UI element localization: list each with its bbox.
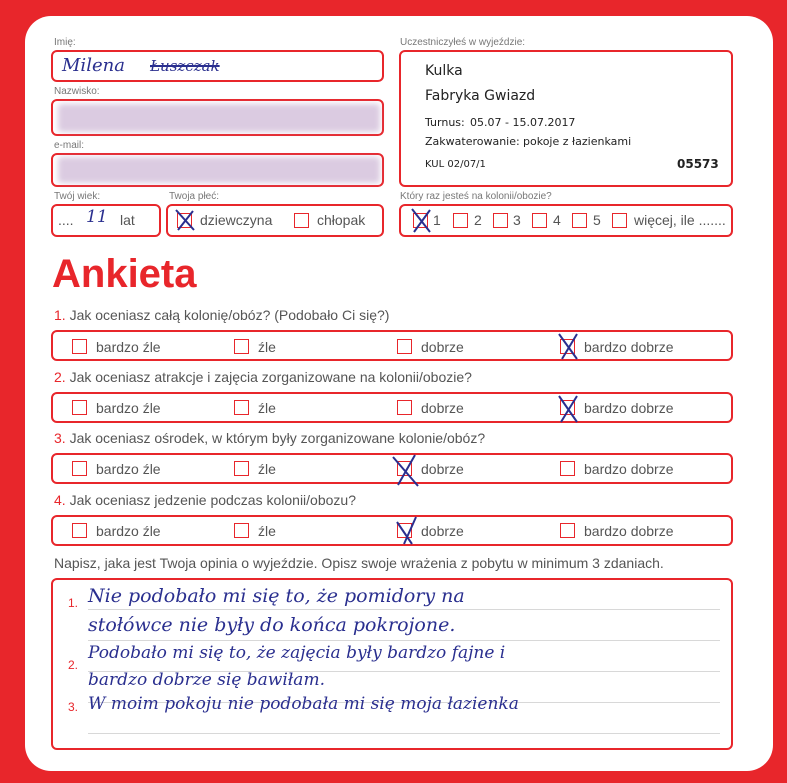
camp-line2: Fabryka Gwiazd (425, 88, 536, 104)
question-text: Jak oceniasz atrakcje i zajęcia zorganizowane na kolonii/obozie? (69, 369, 472, 385)
q3-option-very-bad: bardzo źle (96, 461, 161, 477)
redacted-email (58, 157, 380, 183)
q4-option-very-bad: bardzo źle (96, 523, 161, 539)
gender-label: Twoja płeć: (169, 191, 220, 202)
times-option-2: 2 (474, 212, 482, 228)
times-checkbox-3[interactable] (493, 213, 508, 228)
camp-number: 05573 (677, 157, 719, 171)
question-number: 2. (54, 369, 66, 385)
q1-checkbox-very-bad[interactable] (72, 339, 87, 354)
question-1 (54, 307, 389, 323)
q3-checkbox-very-good[interactable] (560, 461, 575, 476)
age-dots: .... (58, 212, 74, 228)
times-checkbox-2[interactable] (453, 213, 468, 228)
q3-option-good: dobrze (421, 461, 464, 477)
gender-checkbox-boy[interactable] (294, 213, 309, 228)
q4-checkbox-very-good[interactable] (560, 523, 575, 538)
writing-line (88, 640, 720, 641)
redacted-surname (58, 104, 380, 132)
gender-option-boy: chłopak (317, 212, 366, 228)
question-text: Jak oceniasz całą kolonię/obóz? (Podobało Ci się?) (69, 307, 390, 323)
writing-line (88, 733, 720, 734)
q4-checkbox-bad[interactable] (234, 523, 249, 538)
times-checkbox-4[interactable] (532, 213, 547, 228)
q4-option-bad: źle (258, 523, 276, 539)
camp-line1: Kulka (425, 63, 463, 79)
writing-line (88, 609, 720, 610)
question-number: 4. (54, 492, 66, 508)
question-text: Jak oceniasz ośrodek, w którym były zorganizowane kolonie/obóz? (69, 430, 486, 446)
age-label: Twój wiek: (54, 191, 101, 202)
q2-option-bad: źle (258, 400, 276, 416)
question-4 (54, 492, 356, 508)
accommodation-value: pokoje z łazienkami (523, 135, 632, 148)
question-number: 1. (54, 307, 66, 323)
q3-checkbox-very-bad[interactable] (72, 461, 87, 476)
opinion-line-5: W moim pokoju nie podobała mi się moja łazienka (88, 694, 519, 714)
q2-checkbox-very-bad[interactable] (72, 400, 87, 415)
times-option-more: więcej, ile ....... (634, 212, 726, 228)
check-mark-icon (408, 205, 434, 235)
question-3 (54, 430, 485, 446)
q1-option-bad: źle (258, 339, 276, 355)
question-2 (54, 369, 472, 385)
turnus-value: 05.07 - 15.07.2017 (470, 116, 576, 129)
q2-option-good: dobrze (421, 400, 464, 416)
q4-option-good: dobrze (421, 523, 464, 539)
participant-label: Uczestniczyłeś w wyjeździe: (400, 37, 526, 48)
turnus-label: Turnus: (425, 116, 465, 129)
q1-option-good: dobrze (421, 339, 464, 355)
question-text: Jak oceniasz jedzenie podczas kolonii/obozu? (69, 492, 356, 508)
surname-label: Nazwisko: (54, 86, 100, 97)
age-value: 11 (86, 207, 108, 227)
survey-title: Ankieta (52, 252, 197, 296)
camp-code: KUL 02/07/1 (425, 159, 486, 170)
opinion-line-number: 3. (68, 700, 79, 714)
opinion-line-4: bardzo dobrze się bawiłam. (88, 670, 325, 690)
times-checkbox-5[interactable] (572, 213, 587, 228)
check-mark-icon (555, 330, 581, 362)
opinion-line-2: stołówce nie były do końca pokrojone. (88, 614, 456, 636)
q1-checkbox-good[interactable] (397, 339, 412, 354)
q1-option-very-good: bardzo dobrze (584, 339, 674, 355)
opinion-line-3: Podobało mi się to, że zajęcia były bardzo fajne i (88, 643, 506, 663)
opinion-prompt: Napisz, jaka jest Twoja opinia o wyjeździe. Opisz swoje wrażenia z pobytu w minimum 3 zdaniach. (54, 555, 664, 571)
q3-option-bad: źle (258, 461, 276, 477)
name-struck-text: Łuszczak (150, 57, 220, 75)
check-mark-icon (173, 207, 197, 233)
name-label: Imię: (54, 37, 76, 48)
q2-checkbox-bad[interactable] (234, 400, 249, 415)
opinion-line-number: 2. (68, 658, 79, 672)
gender-option-girl: dziewczyna (200, 212, 273, 228)
accommodation-label: Zakwaterowanie: (425, 135, 520, 148)
q1-option-very-bad: bardzo źle (96, 339, 161, 355)
age-unit: lat (120, 212, 135, 228)
check-mark-icon (390, 452, 422, 490)
times-option-5: 5 (593, 212, 601, 228)
name-value: Milena (62, 55, 125, 76)
email-label: e-mail: (54, 140, 85, 151)
q3-option-very-good: bardzo dobrze (584, 461, 674, 477)
times-label: Który raz jesteś na kolonii/obozie? (400, 191, 552, 202)
q2-option-very-good: bardzo dobrze (584, 400, 674, 416)
q2-option-very-bad: bardzo źle (96, 400, 161, 416)
check-mark-icon (392, 514, 420, 548)
q3-checkbox-bad[interactable] (234, 461, 249, 476)
opinion-line-number: 1. (68, 596, 79, 610)
check-mark-icon (555, 392, 581, 426)
q4-option-very-good: bardzo dobrze (584, 523, 674, 539)
times-option-3: 3 (513, 212, 521, 228)
q2-checkbox-good[interactable] (397, 400, 412, 415)
question-number: 3. (54, 430, 66, 446)
times-option-1: 1 (433, 212, 441, 228)
times-checkbox-more[interactable] (612, 213, 627, 228)
q1-checkbox-bad[interactable] (234, 339, 249, 354)
times-option-4: 4 (553, 212, 561, 228)
opinion-line-1: Nie podobało mi się to, że pomidory na (88, 585, 465, 607)
q4-checkbox-very-bad[interactable] (72, 523, 87, 538)
